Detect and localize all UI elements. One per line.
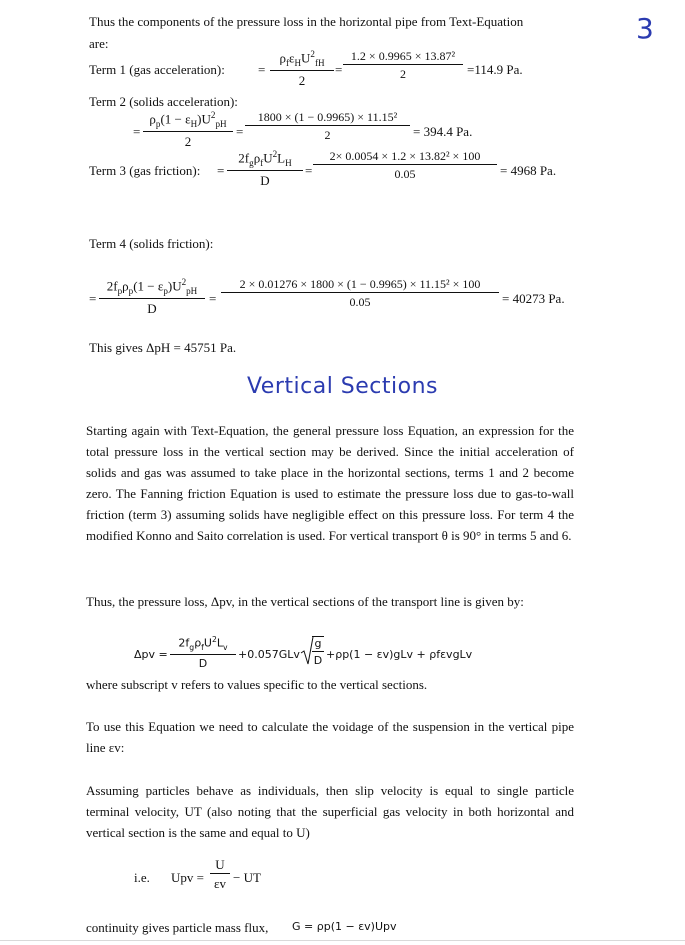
intro-line-2: are: bbox=[89, 36, 109, 51]
sqrt-numerator: g bbox=[314, 637, 322, 650]
term2-value-fraction bbox=[245, 111, 410, 141]
ie-eq-fraction bbox=[210, 858, 230, 890]
subscript-note: where subscript v refers to values specific to the vertical sections. bbox=[86, 677, 428, 692]
term2-symbolic-denominator: 2 bbox=[184, 134, 192, 150]
term4-equals-2: = bbox=[209, 291, 217, 306]
paragraph-vertical-intro: Starting again with Text-Equation, the general pressure loss Equation, an expression for the total pressure loss in the vertical section may be derived. Since the initial acceleration of solids and gas was assumed to take place in the horizontal sections, terms 1 and 2 become zero. The Fanning friction Equation is used to estimate the pressure loss due to gas-to-wall friction (term 3) assuming solids have negligible effect on this pressure loss. For term 4 the modified Konno and Saito correlation is used. For vertical transport θ is 90° in terms 5 and 6. bbox=[86, 423, 574, 543]
fraction-bar bbox=[312, 651, 324, 652]
term3-symbolic-fraction bbox=[227, 150, 303, 187]
vertical-eq-denominator: D bbox=[198, 656, 208, 670]
term3-result: = 4968 Pa. bbox=[500, 163, 557, 178]
paragraph-voidage: To use this Equation we need to calculate the voidage of the suspension in the vertical pipe line εv: bbox=[86, 719, 574, 755]
continuity-equation: G = ρp(1 − εv)Upv bbox=[292, 920, 397, 933]
term2-symbolic-fraction bbox=[143, 111, 233, 148]
total-horizontal-loss: This gives ΔpH = 45751 Pa. bbox=[89, 340, 237, 355]
paragraph-pressure-loss-intro: Thus, the pressure loss, Δpv, in the vertical sections of the transport line is given by: bbox=[86, 594, 524, 609]
term2-value-numerator: 1800 × (1 − 0.9965) × 11.15² bbox=[257, 110, 398, 124]
term4-equals: = bbox=[89, 291, 97, 306]
vertical-eq-numerator: $2f_g\rho_fU^2L_v$ bbox=[178, 635, 228, 652]
fraction-bar bbox=[245, 125, 410, 126]
term4-value-numerator: 2 × 0.01276 × 1800 × (1 − 0.9965) × 11.15² × 100 bbox=[239, 277, 481, 291]
term1-symbolic-numerator: $\rho_f\varepsilon_HU^2_{fH}$ bbox=[279, 49, 325, 68]
ie-eq-tail: − UT bbox=[233, 870, 261, 885]
term3-symbolic-denominator: D bbox=[260, 173, 270, 189]
term3-value-fraction bbox=[313, 150, 497, 180]
term2-equals-2: = bbox=[236, 124, 244, 139]
term2-result: = 394.4 Pa. bbox=[413, 124, 473, 139]
term3-label: Term 3 (gas friction): bbox=[89, 163, 201, 178]
fraction-bar bbox=[313, 164, 497, 165]
page-bottom-divider bbox=[0, 940, 685, 941]
vertical-eq-middle: +0.057GLv bbox=[238, 648, 300, 661]
term1-symbolic-denominator: 2 bbox=[298, 73, 306, 89]
fraction-bar bbox=[343, 64, 463, 65]
sqrt-fraction bbox=[312, 636, 324, 666]
term1-symbolic-fraction bbox=[270, 50, 334, 87]
section-heading: Vertical Sections bbox=[246, 374, 439, 399]
term3-symbolic-numerator: $2f_g\rho_fU^2L_H$ bbox=[238, 149, 292, 168]
term4-symbolic-numerator: $2f_p\rho_p(1 - \varepsilon_p)U^2_{pH}$ bbox=[106, 277, 198, 296]
fraction-bar bbox=[221, 292, 499, 293]
term4-symbolic-fraction bbox=[99, 278, 205, 315]
fraction-bar bbox=[143, 131, 233, 132]
page-number: 3 bbox=[636, 12, 654, 45]
term3-equals-2: = bbox=[305, 163, 313, 178]
term1-label: Term 1 (gas acceleration): bbox=[89, 62, 225, 77]
fraction-bar bbox=[210, 873, 230, 874]
ie-eq-denominator: εv bbox=[214, 876, 226, 891]
term4-result: = 40273 Pa. bbox=[502, 291, 565, 306]
term4-label: Term 4 (solids friction): bbox=[89, 236, 214, 251]
term3-value-denominator: 0.05 bbox=[394, 167, 416, 181]
paragraph-slip-velocity: Assuming particles behave as individuals, then slip velocity is equal to single particle terminal velocity, UT (also noting that the superficial gas velocity in both horizontal and vertical section is the same and equal to U) bbox=[86, 783, 574, 840]
term1-value-numerator: 1.2 × 0.9965 × 13.87² bbox=[350, 49, 456, 63]
vertical-eq-fraction bbox=[170, 636, 236, 669]
ie-eq-numerator: U bbox=[215, 857, 225, 872]
fraction-bar bbox=[170, 654, 236, 655]
vertical-eq-tail: +ρp(1 − εv)gLv + ρfεvgLv bbox=[326, 648, 473, 661]
ie-label: i.e. bbox=[134, 870, 150, 885]
fraction-bar bbox=[270, 70, 334, 71]
term2-symbolic-numerator: $\rho_p(1 - \varepsilon_H)U^2_{pH}$ bbox=[149, 110, 227, 129]
intro-line-1: Thus the components of the pressure loss in the horizontal pipe from Text-Equation bbox=[89, 14, 524, 29]
term4-symbolic-denominator: D bbox=[147, 301, 157, 317]
term1-result: =114.9 Pa. bbox=[467, 62, 523, 77]
term1-equals-2: = bbox=[335, 62, 343, 77]
sqrt-denominator: D bbox=[313, 654, 323, 667]
term2-value-denominator: 2 bbox=[324, 128, 331, 142]
term1-value-fraction bbox=[343, 50, 463, 80]
term2-equals: = bbox=[133, 124, 141, 139]
term2-label: Term 2 (solids acceleration): bbox=[89, 94, 238, 109]
term1-value-denominator: 2 bbox=[400, 67, 406, 81]
term4-value-fraction bbox=[221, 278, 499, 308]
fraction-bar bbox=[99, 298, 205, 299]
term3-equals: = bbox=[217, 163, 225, 178]
fraction-bar bbox=[227, 170, 303, 171]
term1-equals: = bbox=[258, 62, 266, 77]
ie-eq-lhs: Upv = bbox=[171, 870, 204, 885]
continuity-text: continuity gives particle mass flux, bbox=[86, 920, 269, 935]
vertical-eq-lhs: Δpv = bbox=[134, 648, 168, 661]
term3-value-numerator: 2× 0.0054 × 1.2 × 13.82² × 100 bbox=[329, 149, 481, 163]
term4-value-denominator: 0.05 bbox=[349, 295, 371, 309]
